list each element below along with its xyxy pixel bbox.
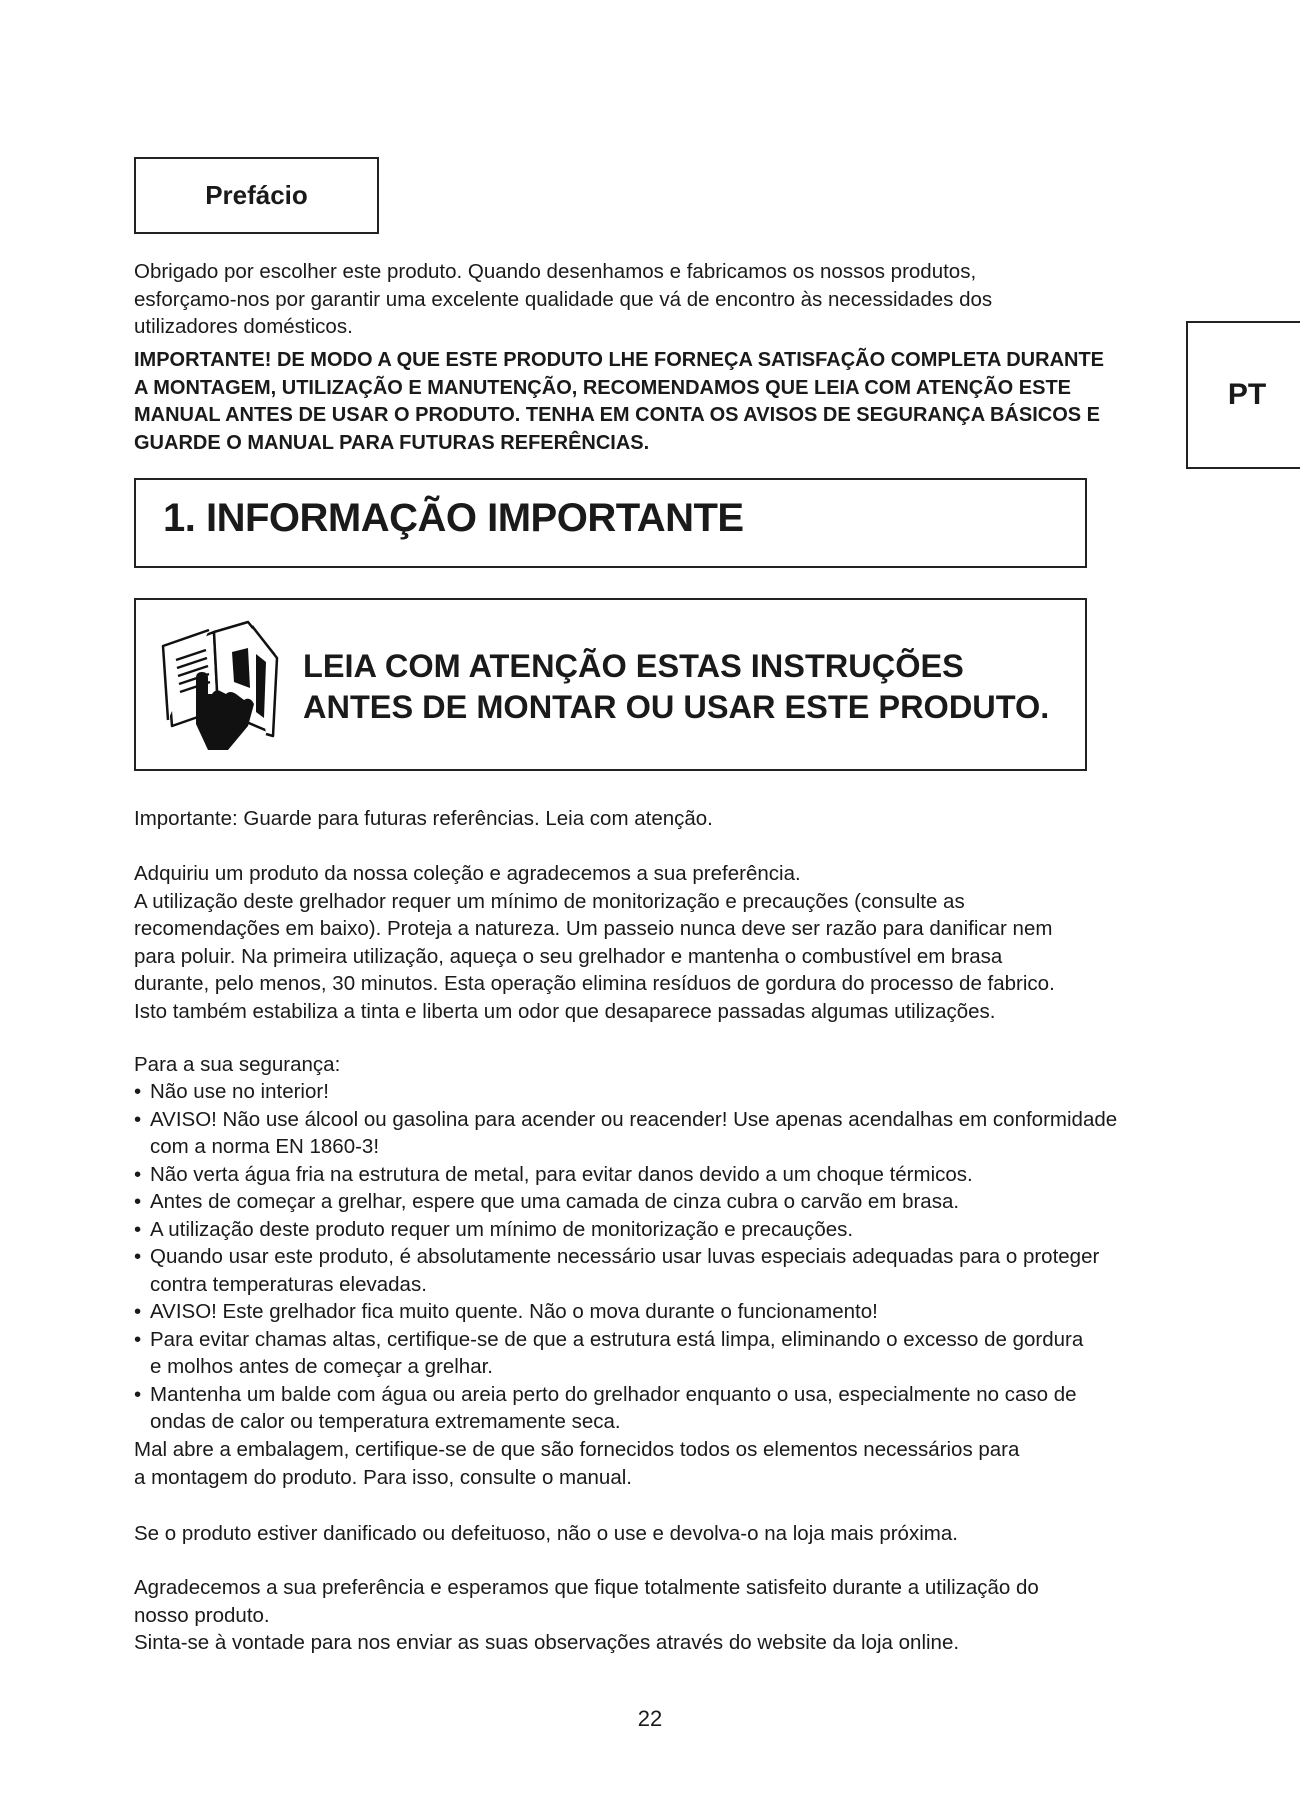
important-note: Importante: Guarde para futuras referências. Leia com atenção.: [134, 807, 713, 830]
read-instructions-warning: [134, 598, 1087, 771]
unpack-paragraph: [134, 1436, 1144, 1491]
intro-paragraph: [134, 258, 1144, 341]
page-number: 22: [637, 1706, 663, 1731]
unpack-line: a montagem do produto. Para isso, consulte o manual.: [134, 1465, 632, 1489]
list-item: • Não use no interior!: [134, 1078, 1174, 1106]
unpack-line: Mal abre a embalagem, certifique-se de que são fornecidos todos os elementos necessários para: [134, 1438, 1020, 1461]
important-line: MANUAL ANTES DE USAR O PRODUTO. TENHA EM CONTA OS AVISOS DE SEGURANÇA BÁSICOS E: [134, 404, 1100, 426]
language-tab: [1186, 321, 1300, 469]
closing-paragraph: [134, 1574, 1144, 1657]
intro-line: esforçamo-nos por garantir uma excelente qualidade que vá de encontro às necessidades dos: [134, 287, 993, 311]
closing-line: Agradecemos a sua preferência e esperamos que fique totalmente satisfeito durante a utilização do: [134, 1576, 1039, 1599]
warning-text: [303, 646, 1049, 728]
important-line: GUARDE O MANUAL PARA FUTURAS REFERÊNCIAS.: [134, 431, 650, 454]
important-notice: [134, 347, 1144, 457]
list-item: • Antes de começar a grelhar, espere que uma camada de cinza cubra o carvão em brasa.: [134, 1188, 1174, 1216]
preface-title: Prefácio: [205, 180, 308, 210]
list-item: • A utilização deste produto requer um mínimo de monitorização e precauções.: [134, 1216, 1174, 1244]
body-line: recomendações em baixo). Proteja a natureza. Um passeio nunca deve ser razão para danificar nem: [134, 917, 1053, 940]
body-line: Adquiriu um produto da nossa coleção e agradecemos a sua preferência.: [134, 862, 801, 885]
section-heading-box: [134, 478, 1087, 568]
body-line: A utilização deste grelhador requer um mínimo de monitorização e precauções (consulte as: [134, 889, 965, 913]
list-item: • Mantenha um balde com água ou areia perto do grelhador enquanto o usa, especialmente no caso de ondas de calor ou temperatura extremamente seca.: [134, 1381, 1174, 1436]
closing-line: nosso produto.: [134, 1603, 270, 1627]
closing-line: Sinta-se à vontade para nos enviar as suas observações através do website da loja online.: [134, 1631, 960, 1654]
list-item: • Quando usar este produto, é absolutamente necessário usar luvas especiais adequadas para o proteger contra temperaturas elevadas.: [134, 1243, 1174, 1298]
damaged-note: Se o produto estiver danificado ou defeituoso, não o use e devolva-o na loja mais próxima.: [134, 1522, 958, 1545]
list-item: • Para evitar chamas altas, certifique-se de que a estrutura está limpa, eliminando o excesso de gordura e molhos antes de começar a grelhar.: [134, 1326, 1174, 1381]
body-line: para poluir. Na primeira utilização, aqueça o seu grelhador e mantenha o combustível em brasa: [134, 944, 1003, 968]
body-paragraph: [134, 860, 1144, 1025]
preface-title-box: [134, 157, 379, 234]
list-item: • AVISO! Não use álcool ou gasolina para acender ou reacender! Use apenas acendalhas em conformidade com a norma EN 1860-3!: [134, 1106, 1174, 1161]
section-heading: 1. INFORMAÇÃO IMPORTANTE: [163, 496, 744, 540]
warning-line: LEIA COM ATENÇÃO ESTAS INSTRUÇÕES: [303, 648, 964, 684]
intro-line: utilizadores domésticos.: [134, 315, 353, 338]
safety-title: Para a sua segurança:: [134, 1053, 341, 1076]
language-label: PT: [1227, 378, 1267, 411]
intro-line: Obrigado por escolher este produto. Quando desenhamos e fabricamos os nossos produtos,: [134, 260, 977, 283]
read-manual-icon: [156, 614, 281, 754]
list-item: • AVISO! Este grelhador fica muito quente. Não o mova durante o funcionamento!: [134, 1298, 1174, 1326]
body-line: Isto também estabiliza a tinta e liberta um odor que desaparece passadas algumas utilizações.: [134, 999, 996, 1023]
safety-list: [134, 1078, 1174, 1436]
important-line: A MONTAGEM, UTILIZAÇÃO E MANUTENÇÃO, RECOMENDAMOS QUE LEIA COM ATENÇÃO ESTE: [134, 376, 1072, 399]
warning-line: ANTES DE MONTAR OU USAR ESTE PRODUTO.: [303, 689, 1050, 725]
important-line: IMPORTANTE! DE MODO A QUE ESTE PRODUTO LHE FORNEÇA SATISFAÇÃO COMPLETA DURANTE: [134, 349, 1105, 371]
list-item: • Não verta água fria na estrutura de metal, para evitar danos devido a um choque térmicos.: [134, 1161, 1174, 1189]
body-line: durante, pelo menos, 30 minutos. Esta operação elimina resíduos de gordura do processo de fabrico.: [134, 972, 1055, 995]
